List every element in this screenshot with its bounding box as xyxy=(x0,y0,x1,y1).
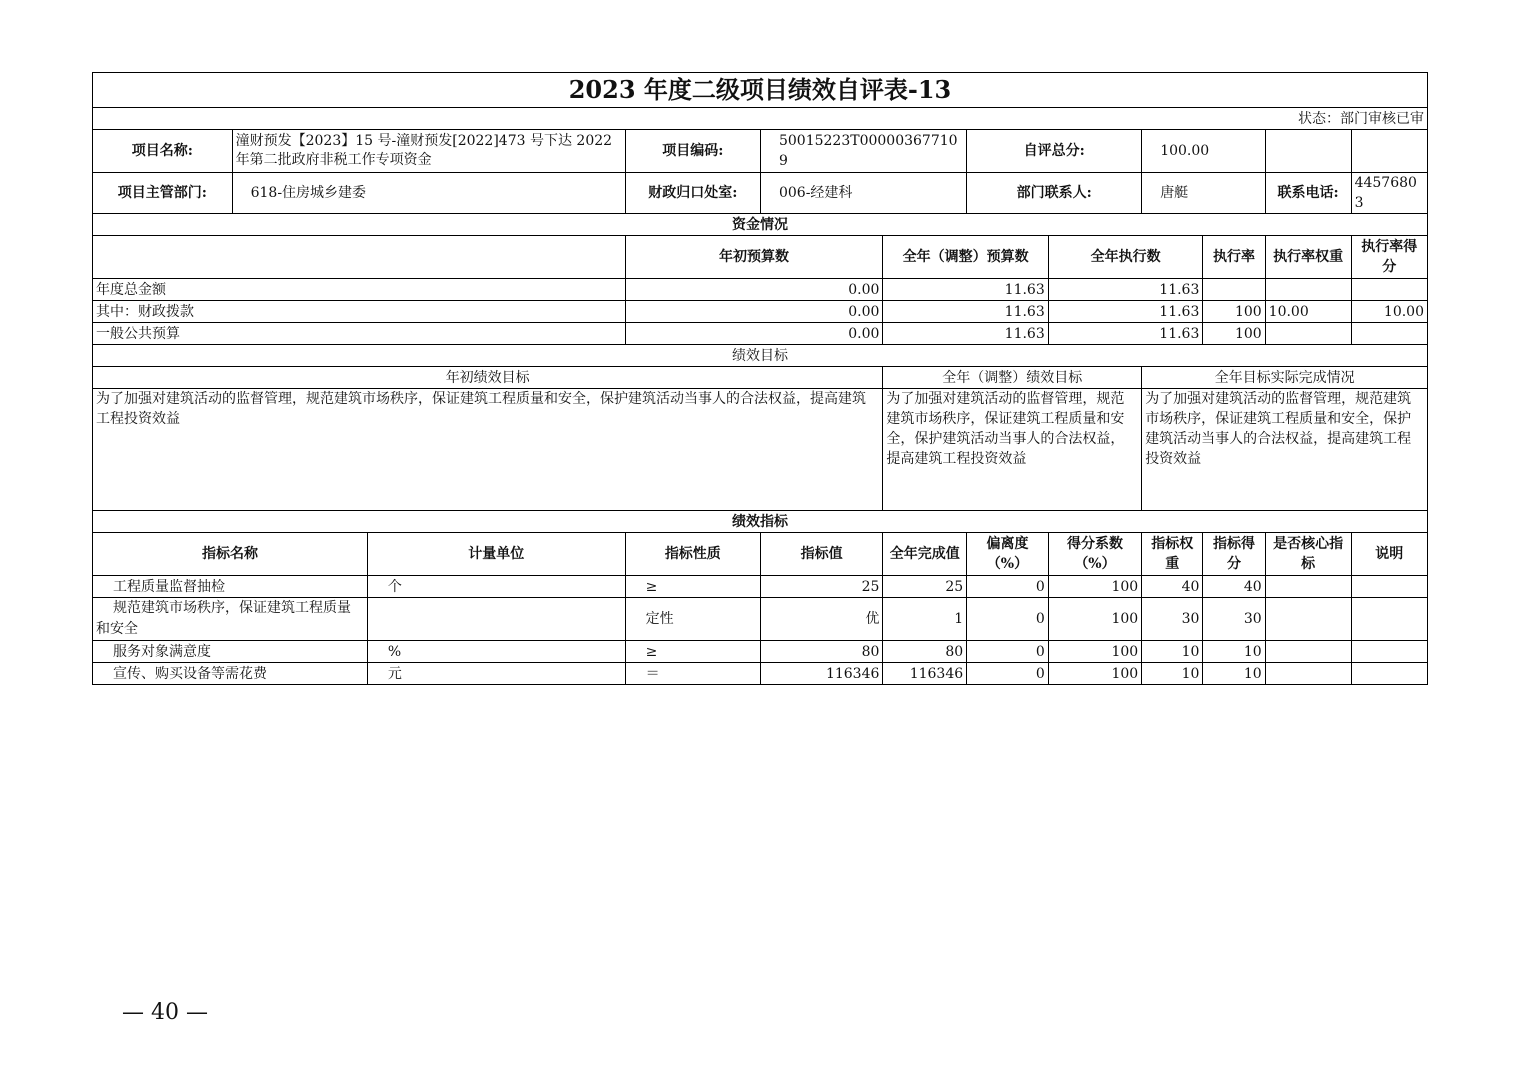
ind-nature: 定性 xyxy=(625,598,760,641)
funds-adjusted: 11.63 xyxy=(883,323,1048,345)
ind-target: 116346 xyxy=(760,663,882,685)
ind-core xyxy=(1265,576,1351,598)
project-name-value: 潼财预发【2023】15 号-潼财预发[2022]473 号下达 2022 年第二批政府非税工作专项资金 xyxy=(232,130,625,173)
funds-initial: 0.00 xyxy=(625,323,883,345)
funds-row-label: 一般公共预算 xyxy=(93,323,626,345)
ind-header-score: 指标得分 xyxy=(1203,533,1265,576)
empty-cell xyxy=(1265,130,1351,173)
ind-header-actual: 全年完成值 xyxy=(883,533,967,576)
indicators-section-title: 绩效指标 xyxy=(93,511,1428,533)
ind-name: 服务对象满意度 xyxy=(93,641,368,663)
funds-row xyxy=(93,301,1428,323)
goals-adjusted-text: 为了加强对建筑活动的监督管理，规范建筑市场秩序，保证建筑工程质量和安全，保护建筑活动当事人的合法权益，提高建筑工程投资效益 xyxy=(883,389,1142,511)
project-code-value: 50015223T000003677109 xyxy=(760,130,966,173)
ind-coef: 100 xyxy=(1048,576,1141,598)
ind-header-target: 指标值 xyxy=(760,533,882,576)
funds-initial: 0.00 xyxy=(625,301,883,323)
ind-score: 10 xyxy=(1203,641,1265,663)
ind-core xyxy=(1265,641,1351,663)
ind-unit: % xyxy=(367,641,625,663)
indicator-row xyxy=(93,663,1428,685)
status-text: 状态：部门审核已审 xyxy=(93,108,1428,130)
ind-deviation: 0 xyxy=(967,663,1049,685)
ind-core xyxy=(1265,663,1351,685)
score-total-label: 自评总分: xyxy=(967,130,1142,173)
funds-executed: 11.63 xyxy=(1048,279,1203,301)
dept-label: 项目主管部门: xyxy=(93,173,233,214)
funds-adjusted: 11.63 xyxy=(883,279,1048,301)
ind-target: 优 xyxy=(760,598,882,641)
funds-executed: 11.63 xyxy=(1048,301,1203,323)
ind-note xyxy=(1351,641,1427,663)
ind-header-name: 指标名称 xyxy=(93,533,368,576)
indicator-row xyxy=(93,598,1428,641)
ind-score: 40 xyxy=(1203,576,1265,598)
ind-header-note: 说明 xyxy=(1351,533,1427,576)
ind-score: 30 xyxy=(1203,598,1265,641)
ind-score: 10 xyxy=(1203,663,1265,685)
funds-rate: 100 xyxy=(1203,301,1265,323)
contact-value: 唐艇 xyxy=(1142,173,1265,214)
ind-coef: 100 xyxy=(1048,663,1141,685)
ind-nature: ≥ xyxy=(625,576,760,598)
ind-target: 80 xyxy=(760,641,882,663)
ind-header-coef: 得分系数（%） xyxy=(1048,533,1141,576)
ind-header-weight: 指标权重 xyxy=(1142,533,1203,576)
project-code-label: 项目编码: xyxy=(625,130,760,173)
ind-actual: 80 xyxy=(883,641,967,663)
ind-header-nature: 指标性质 xyxy=(625,533,760,576)
self-evaluation-table xyxy=(92,72,1428,685)
ind-core xyxy=(1265,598,1351,641)
funds-header-rate: 执行率 xyxy=(1203,236,1265,279)
funds-weight xyxy=(1265,323,1351,345)
empty-cell xyxy=(1351,130,1427,173)
funds-row xyxy=(93,323,1428,345)
ind-deviation: 0 xyxy=(967,598,1049,641)
funds-weight: 10.00 xyxy=(1265,301,1351,323)
ind-note xyxy=(1351,598,1427,641)
ind-note xyxy=(1351,576,1427,598)
ind-coef: 100 xyxy=(1048,641,1141,663)
ind-weight: 10 xyxy=(1142,663,1203,685)
ind-actual: 116346 xyxy=(883,663,967,685)
funds-score: 10.00 xyxy=(1351,301,1427,323)
ind-weight: 30 xyxy=(1142,598,1203,641)
funds-header-blank xyxy=(93,236,626,279)
ind-target: 25 xyxy=(760,576,882,598)
goals-initial-text: 为了加强对建筑活动的监督管理，规范建筑市场秩序，保证建筑工程质量和安全，保护建筑活动当事人的合法权益，提高建筑工程投资效益 xyxy=(93,389,883,511)
ind-unit: 元 xyxy=(367,663,625,685)
ind-unit xyxy=(367,598,625,641)
page-title: 2023 年度二级项目绩效自评表-13 xyxy=(93,73,1428,108)
funds-row xyxy=(93,279,1428,301)
ind-note xyxy=(1351,663,1427,685)
funds-header-weight: 执行率权重 xyxy=(1265,236,1351,279)
funds-row-label: 年度总金额 xyxy=(93,279,626,301)
funds-header-adjusted: 全年（调整）预算数 xyxy=(883,236,1048,279)
funds-header-executed: 全年执行数 xyxy=(1048,236,1203,279)
goals-actual-header: 全年目标实际完成情况 xyxy=(1142,367,1428,389)
ind-header-core: 是否核心指标 xyxy=(1265,533,1351,576)
ind-weight: 10 xyxy=(1142,641,1203,663)
funds-executed: 11.63 xyxy=(1048,323,1203,345)
ind-deviation: 0 xyxy=(967,576,1049,598)
ind-nature: ≥ xyxy=(625,641,760,663)
funds-header-initial: 年初预算数 xyxy=(625,236,883,279)
goals-adjusted-header: 全年（调整）绩效目标 xyxy=(883,367,1142,389)
phone-value: 44576803 xyxy=(1351,173,1427,214)
funds-rate xyxy=(1203,279,1265,301)
finance-office-value: 006-经建科 xyxy=(760,173,966,214)
ind-header-unit: 计量单位 xyxy=(367,533,625,576)
funds-rate: 100 xyxy=(1203,323,1265,345)
page-number: — 40 — xyxy=(122,1000,208,1025)
ind-name: 规范建筑市场秩序，保证建筑工程质量和安全 xyxy=(93,598,368,641)
funds-score xyxy=(1351,279,1427,301)
ind-header-deviation: 偏离度（%） xyxy=(967,533,1049,576)
dept-value: 618-住房城乡建委 xyxy=(232,173,625,214)
ind-actual: 25 xyxy=(883,576,967,598)
ind-coef: 100 xyxy=(1048,598,1141,641)
goals-initial-header: 年初绩效目标 xyxy=(93,367,883,389)
funds-row-label: 其中：财政拨款 xyxy=(93,301,626,323)
goals-actual-text: 为了加强对建筑活动的监督管理，规范建筑市场秩序，保证建筑工程质量和安全，保护建筑活动当事人的合法权益，提高建筑工程投资效益 xyxy=(1142,389,1428,511)
ind-deviation: 0 xyxy=(967,641,1049,663)
funds-score xyxy=(1351,323,1427,345)
contact-label: 部门联系人: xyxy=(967,173,1142,214)
ind-nature: ＝ xyxy=(625,663,760,685)
funds-header-score: 执行率得分 xyxy=(1351,236,1427,279)
funds-adjusted: 11.63 xyxy=(883,301,1048,323)
indicator-row xyxy=(93,576,1428,598)
ind-actual: 1 xyxy=(883,598,967,641)
score-total-value: 100.00 xyxy=(1142,130,1265,173)
finance-office-label: 财政归口处室: xyxy=(625,173,760,214)
goals-section-title: 绩效目标 xyxy=(93,345,1428,367)
phone-label: 联系电话: xyxy=(1265,173,1351,214)
indicator-row xyxy=(93,641,1428,663)
funds-initial: 0.00 xyxy=(625,279,883,301)
ind-name: 宣传、购买设备等需花费 xyxy=(93,663,368,685)
funds-section-title: 资金情况 xyxy=(93,214,1428,236)
project-name-label: 项目名称: xyxy=(93,130,233,173)
ind-unit: 个 xyxy=(367,576,625,598)
ind-weight: 40 xyxy=(1142,576,1203,598)
funds-weight xyxy=(1265,279,1351,301)
ind-name: 工程质量监督抽检 xyxy=(93,576,368,598)
